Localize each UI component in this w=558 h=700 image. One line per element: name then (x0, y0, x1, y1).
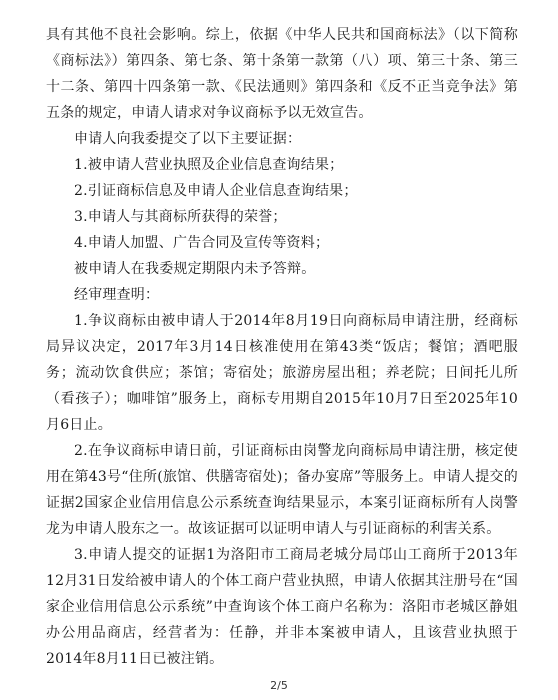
evidence-item-3: 3.申请人与其商标所获得的荣誉； (74, 209, 287, 225)
paragraph-evidence-intro: 申请人向我委提交了以下主要证据： (74, 131, 302, 147)
evidence-item-1: 1.被申请人营业执照及企业信息查询结果； (74, 157, 344, 173)
paragraph-no-reply: 被申请人在我委规定期限内未予答辩。 (74, 261, 316, 277)
finding-item-2: 2.在争议商标申请日前，引证商标由岗警龙向商标局申请注册，核定使用在第43号“住所(旅馆、供膳寄宿处)；备办宴席”等服务上。申请人提交的证据2国家企业信用信息公示系统查询结果显示，本案引证商标所有人岗警龙为申请人股东之一。故该证据可以证明申请人与引证商标的利害关系。 (46, 443, 518, 537)
page-number: 2/5 (270, 679, 288, 692)
paragraph-findings-heading: 经审理查明： (74, 287, 160, 303)
paragraph-conclusion: 具有其他不良社会影响。综上，依据《中华人民共和国商标法》（以下简称《商标法》）第四条、第七条、第十条第一款第（八）项、第三十条、第三十二条、第四十四条第一款、《民法通则》第四条和《反不正当竞争法》第五条的规定，申请人请求对争议商标予以无效宣告。 (46, 27, 518, 121)
evidence-item-4: 4.申请人加盟、广告合同及宣传等资料； (74, 235, 330, 251)
finding-item-3: 3.申请人提交的证据1为洛阳市工商局老城分局邙山工商所于2013年12月31日发给被申请人的个体工商户营业执照，申请人依据其注册号在“国家企业信用信息公示系统”中查询该个体工商户名称为：洛阳市老城区静姐办公用品商店，经营者为：任静，并非本案被申请人，且该营业执照于2014年8月11日已被注销。 (46, 547, 518, 667)
document-body (46, 22, 518, 672)
evidence-item-2: 2.引证商标信息及申请人企业信息查询结果； (74, 183, 358, 199)
finding-item-1: 1.争议商标由被申请人于2014年8月19日向商标局申请注册，经商标局异议决定，2017年3月14日核准使用在第43类“饭店；餐馆；酒吧服务；流动饮食供应；茶馆；寄宿处；旅游房屋出租；养老院；日间托儿所（看孩子）；咖啡馆”服务上，商标专用期自2015年10月7日至2025年10月6日止。 (46, 313, 518, 433)
